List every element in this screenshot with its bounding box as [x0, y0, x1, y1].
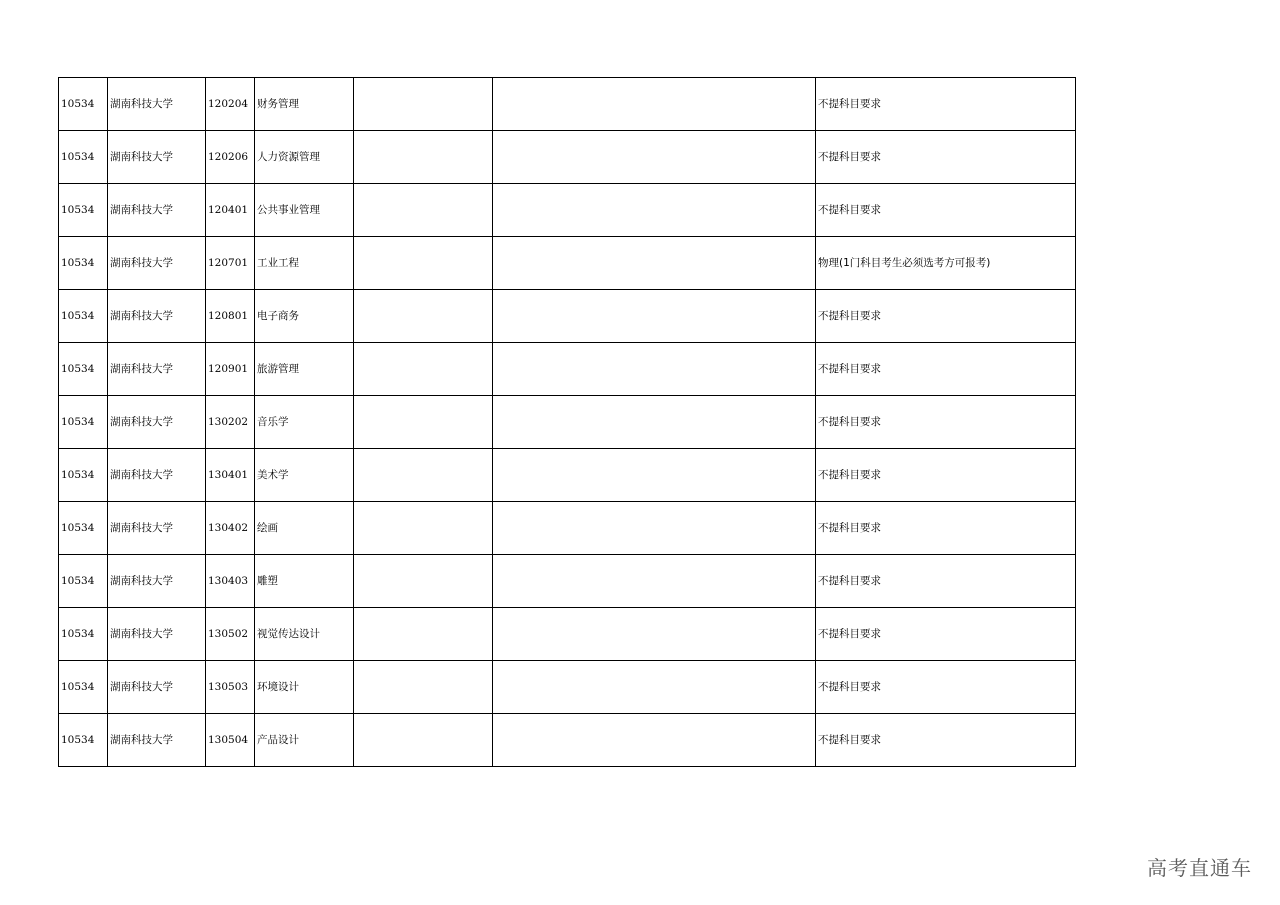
cell-subject-requirement: 不提科目要求	[816, 290, 1076, 343]
cell-major-name: 环境设计	[255, 661, 354, 714]
table-body	[59, 78, 1076, 767]
cell-school-code: 10534	[59, 661, 108, 714]
table-row	[59, 290, 1076, 343]
cell-major-code: 130403	[206, 555, 255, 608]
table-row	[59, 661, 1076, 714]
cell-subject-requirement: 不提科目要求	[816, 131, 1076, 184]
cell-major-code: 120901	[206, 343, 255, 396]
cell-major-name: 视觉传达设计	[255, 608, 354, 661]
cell-empty-6	[493, 131, 816, 184]
cell-major-code: 130503	[206, 661, 255, 714]
cell-school-code: 10534	[59, 449, 108, 502]
cell-major-name: 旅游管理	[255, 343, 354, 396]
cell-major-code: 130402	[206, 502, 255, 555]
cell-major-name: 绘画	[255, 502, 354, 555]
cell-subject-requirement: 不提科目要求	[816, 555, 1076, 608]
cell-major-code: 120204	[206, 78, 255, 131]
table-row	[59, 608, 1076, 661]
cell-empty-5	[354, 290, 493, 343]
cell-empty-6	[493, 608, 816, 661]
table-row	[59, 184, 1076, 237]
watermark-text: 高考直通车	[1147, 856, 1252, 880]
cell-empty-6	[493, 502, 816, 555]
table-row	[59, 131, 1076, 184]
cell-empty-5	[354, 343, 493, 396]
cell-school-name: 湖南科技大学	[108, 555, 206, 608]
table-row	[59, 502, 1076, 555]
cell-school-code: 10534	[59, 184, 108, 237]
cell-empty-5	[354, 237, 493, 290]
cell-school-name: 湖南科技大学	[108, 714, 206, 767]
cell-school-name: 湖南科技大学	[108, 184, 206, 237]
cell-empty-6	[493, 343, 816, 396]
cell-empty-6	[493, 661, 816, 714]
cell-empty-6	[493, 555, 816, 608]
cell-school-code: 10534	[59, 131, 108, 184]
cell-major-name: 产品设计	[255, 714, 354, 767]
cell-subject-requirement: 不提科目要求	[816, 449, 1076, 502]
cell-empty-5	[354, 661, 493, 714]
cell-school-code: 10534	[59, 608, 108, 661]
cell-school-code: 10534	[59, 237, 108, 290]
cell-major-code: 120206	[206, 131, 255, 184]
cell-empty-6	[493, 396, 816, 449]
table-row	[59, 396, 1076, 449]
cell-subject-requirement: 不提科目要求	[816, 396, 1076, 449]
cell-empty-5	[354, 714, 493, 767]
cell-empty-6	[493, 449, 816, 502]
cell-major-name: 人力资源管理	[255, 131, 354, 184]
cell-school-code: 10534	[59, 343, 108, 396]
cell-school-name: 湖南科技大学	[108, 78, 206, 131]
subject-requirements-table	[58, 77, 1076, 767]
cell-major-name: 电子商务	[255, 290, 354, 343]
cell-subject-requirement: 不提科目要求	[816, 661, 1076, 714]
cell-school-name: 湖南科技大学	[108, 290, 206, 343]
cell-empty-5	[354, 555, 493, 608]
cell-major-name: 公共事业管理	[255, 184, 354, 237]
cell-school-code: 10534	[59, 290, 108, 343]
cell-major-name: 财务管理	[255, 78, 354, 131]
cell-school-code: 10534	[59, 78, 108, 131]
cell-major-name: 雕塑	[255, 555, 354, 608]
cell-major-code: 130401	[206, 449, 255, 502]
cell-school-name: 湖南科技大学	[108, 131, 206, 184]
cell-major-code: 130502	[206, 608, 255, 661]
cell-major-name: 音乐学	[255, 396, 354, 449]
cell-subject-requirement: 不提科目要求	[816, 608, 1076, 661]
table-row	[59, 555, 1076, 608]
table-row	[59, 449, 1076, 502]
cell-empty-6	[493, 237, 816, 290]
cell-school-code: 10534	[59, 555, 108, 608]
cell-major-code: 120701	[206, 237, 255, 290]
cell-school-name: 湖南科技大学	[108, 396, 206, 449]
cell-school-name: 湖南科技大学	[108, 661, 206, 714]
cell-empty-5	[354, 78, 493, 131]
cell-major-code: 130202	[206, 396, 255, 449]
cell-school-name: 湖南科技大学	[108, 343, 206, 396]
cell-subject-requirement: 不提科目要求	[816, 714, 1076, 767]
cell-school-code: 10534	[59, 714, 108, 767]
cell-subject-requirement: 物理(1门科目考生必须选考方可报考)	[816, 237, 1076, 290]
cell-empty-5	[354, 502, 493, 555]
table-row	[59, 78, 1076, 131]
cell-school-code: 10534	[59, 396, 108, 449]
cell-empty-5	[354, 184, 493, 237]
cell-major-code: 120401	[206, 184, 255, 237]
cell-school-name: 湖南科技大学	[108, 502, 206, 555]
cell-empty-5	[354, 396, 493, 449]
cell-school-code: 10534	[59, 502, 108, 555]
cell-empty-5	[354, 449, 493, 502]
cell-empty-5	[354, 608, 493, 661]
cell-major-name: 美术学	[255, 449, 354, 502]
cell-major-name: 工业工程	[255, 237, 354, 290]
cell-subject-requirement: 不提科目要求	[816, 78, 1076, 131]
cell-major-code: 120801	[206, 290, 255, 343]
cell-empty-5	[354, 131, 493, 184]
cell-empty-6	[493, 290, 816, 343]
table-row	[59, 714, 1076, 767]
cell-empty-6	[493, 184, 816, 237]
cell-school-name: 湖南科技大学	[108, 449, 206, 502]
cell-subject-requirement: 不提科目要求	[816, 343, 1076, 396]
table-row	[59, 237, 1076, 290]
table-row	[59, 343, 1076, 396]
cell-empty-6	[493, 714, 816, 767]
cell-major-code: 130504	[206, 714, 255, 767]
cell-school-name: 湖南科技大学	[108, 237, 206, 290]
cell-empty-6	[493, 78, 816, 131]
cell-subject-requirement: 不提科目要求	[816, 184, 1076, 237]
cell-subject-requirement: 不提科目要求	[816, 502, 1076, 555]
cell-school-name: 湖南科技大学	[108, 608, 206, 661]
